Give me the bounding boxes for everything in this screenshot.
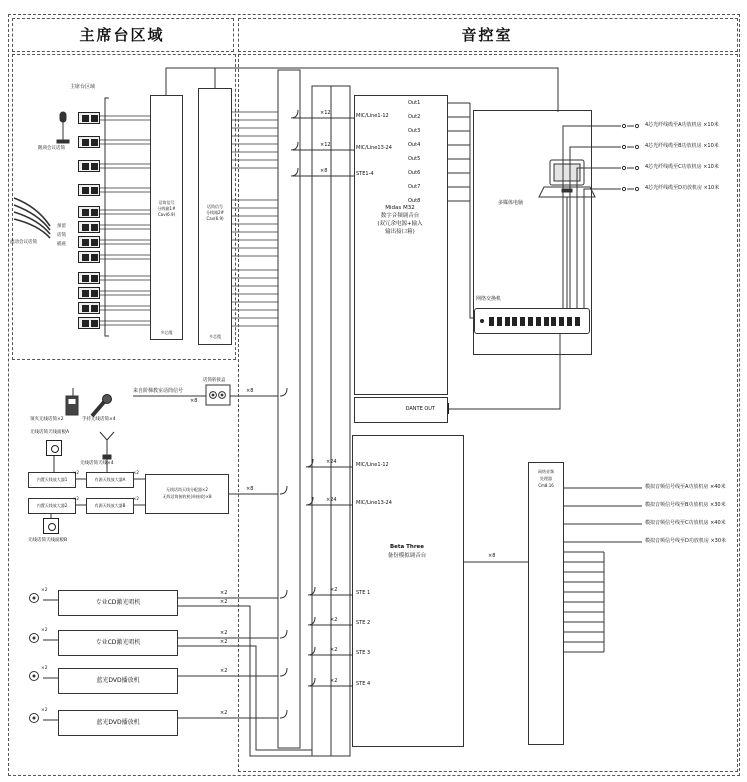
- laptop-label: 多媒体电脑: [498, 200, 524, 206]
- m32-name-1: Midas M32: [385, 205, 415, 211]
- m32-name-3: (双冗余电源+输入: [377, 221, 423, 227]
- m32-out-4: Out4: [408, 142, 421, 148]
- m32-out-3: Out3: [408, 128, 421, 134]
- mic-wall-plate: [78, 160, 100, 172]
- mic-wall-plate: [78, 272, 100, 284]
- disc-count-3: ×2: [41, 666, 48, 671]
- m32-input-3: STE1-4: [356, 171, 374, 177]
- m32-count-3: ×8: [320, 168, 328, 174]
- gooseneck-mic-label: 鹅颈会议话筒: [38, 146, 65, 151]
- switch-port: [489, 317, 494, 326]
- beta-name-2: 备份模拟调音台: [387, 553, 427, 559]
- mic-wall-plate: [78, 302, 100, 314]
- dvd-player-1: 蓝光DVD播放机: [58, 668, 178, 694]
- beta-input-3: STE 1: [356, 590, 371, 596]
- m32-out-7: Out7: [408, 184, 421, 190]
- beta-input-4: STE 2: [356, 620, 371, 626]
- strip2-cable-label: 多芯缆: [209, 334, 221, 339]
- deck1-out-count: ×2: [220, 590, 228, 596]
- m32-name-4: 输出接口箱): [385, 229, 415, 235]
- switch-port: [559, 317, 564, 326]
- mic-wall-plate: [78, 221, 100, 233]
- switch-port: [497, 317, 502, 326]
- reserve-label-3: 插座: [57, 242, 66, 247]
- switch-port: [575, 317, 580, 326]
- analog-link-2: 模拟音频信号线至B功放机房 ×30米: [645, 502, 726, 508]
- handheld-label: 手持无线话筒×4: [82, 417, 116, 422]
- switch-port: [551, 317, 556, 326]
- deck2-out-count: ×2: [220, 630, 228, 636]
- beta-count-5: ×2: [330, 647, 338, 653]
- antenna-amp-1: 内置天线放大器1: [28, 472, 76, 488]
- link-count: ×2: [133, 496, 139, 501]
- switch-port: [567, 317, 572, 326]
- antenna-amp-a: 有源天线放大器A: [86, 472, 134, 488]
- link-count: ×2: [73, 496, 79, 501]
- patch-box-label: 话筒转接盒: [203, 378, 226, 383]
- switch-label: 网络交换机: [476, 296, 502, 302]
- control-region-title: 音控室: [461, 25, 513, 44]
- switch-port: [536, 317, 541, 326]
- beta-count-3: ×2: [330, 587, 338, 593]
- network-switch: [474, 308, 590, 334]
- bodypack-label: 领夹无线话筒×2: [30, 417, 64, 422]
- beta-input-1: MIC/Line1-12: [356, 462, 389, 468]
- link-count: ×2: [73, 470, 79, 475]
- beta-input-5: STE 3: [356, 650, 371, 656]
- mic-wall-plate: [78, 287, 100, 299]
- analog-link-3: 模拟音频信号线至C功放机房 ×40米: [645, 520, 726, 526]
- link-count: ×2: [133, 470, 139, 475]
- fiber-link-2: 4芯光纤线缆至B功放机房 ×10米: [645, 143, 719, 149]
- fiber-link-3: 4芯光纤线缆至C功放机房 ×10米: [645, 164, 719, 170]
- beta-count-1: ×24: [326, 459, 337, 465]
- m32-console: [354, 95, 448, 395]
- strip2-label-2: 分线箱2#: [206, 210, 224, 215]
- m32-out-1: Out1: [408, 100, 421, 106]
- m32-count-2: ×12: [320, 142, 331, 148]
- audio-processor: 网络音频 处理器 Cm8.16: [528, 462, 564, 745]
- wireless-out-count: ×8: [246, 486, 254, 492]
- cd-player-2: 专业CD激光唱机: [58, 630, 178, 656]
- strip2-label-1: 话筒信号: [207, 204, 223, 209]
- strip1-label-1: 话筒信号: [158, 200, 175, 205]
- switch-port: [505, 317, 510, 326]
- fiber-link-4: 4芯光纤线缆至D功放机房 ×10米: [645, 185, 720, 191]
- switch-port: [544, 317, 549, 326]
- m32-input-2: MIC/Line13-24: [356, 145, 392, 151]
- antenna-panel-a: [46, 440, 62, 456]
- mic-wall-plate: [78, 236, 100, 248]
- switch-port: [520, 317, 525, 326]
- strip1-cable-label: 多芯缆: [160, 330, 173, 335]
- antenna-amp-b: 有源天线放大器B: [86, 498, 134, 514]
- dante-out-box: DANTE OUT: [354, 397, 448, 423]
- stage-area-label: 主席台区域: [70, 84, 96, 90]
- switch-port: [528, 317, 533, 326]
- disc-count-4: ×2: [41, 708, 48, 713]
- classroom-feed-label: 来自阶梯教室话筒信号: [133, 388, 184, 394]
- switch-port: [512, 317, 517, 326]
- mic-wall-plate: [78, 206, 100, 218]
- antenna-amp-2: 内置天线放大器2: [28, 498, 76, 514]
- analog-link-4: 模拟音频信号线至D功放机房 ×30米: [645, 538, 727, 544]
- beta-input-6: STE 4: [356, 681, 371, 687]
- beta-name-1: Beta Three: [389, 544, 425, 550]
- stage-region-title: 主席台区域: [79, 25, 165, 44]
- signal-strip-1: [150, 95, 183, 340]
- antenna-panel-b-label: 无线话筒天线面板B: [28, 538, 68, 543]
- mic-wall-plate: [78, 317, 100, 329]
- classroom-count-left: ×8: [190, 398, 198, 404]
- deck4-out-count: ×2: [220, 710, 228, 716]
- m32-out-8: Out8: [408, 198, 421, 204]
- mic-wall-plate: [78, 112, 100, 124]
- analog-link-1: 模拟音频信号线至A功放机房 ×40米: [645, 484, 726, 490]
- classroom-count-right: ×8: [246, 388, 254, 394]
- m32-out-5: Out5: [408, 156, 421, 162]
- reserve-label-1: 预留: [57, 224, 66, 229]
- disc-count-2: ×2: [41, 628, 48, 633]
- mic-wall-plate: [78, 136, 100, 148]
- disc-count-1: ×2: [41, 588, 48, 593]
- m32-name-2: 数字音频调音台: [380, 213, 420, 219]
- deck3-out-count: ×2: [220, 668, 228, 674]
- beta-count-2: ×24: [326, 497, 337, 503]
- antenna-panel-a-label: 无线话筒天线面板A: [30, 430, 70, 435]
- beta-count-4: ×2: [330, 617, 338, 623]
- beta-count-6: ×2: [330, 678, 338, 684]
- dvd-player-2: 蓝光DVD播放机: [58, 710, 178, 736]
- deck2-out-count-b: ×2: [220, 639, 228, 645]
- mic-wall-plate: [78, 184, 100, 196]
- mobile-mic-label: 流动会议话筒: [10, 240, 37, 245]
- m32-count-1: ×12: [320, 110, 331, 116]
- strip1-label-2: 分线箱1#: [157, 206, 176, 211]
- beta-input-2: MIC/Line13-24: [356, 500, 392, 506]
- wireless-receiver: 无线话筒天线分配器×2 无线话筒接收机(单接收)×8: [145, 474, 229, 514]
- m32-input-1: MIC/Line1-12: [356, 113, 389, 119]
- antenna-label: 无线话筒天线×4: [80, 461, 114, 466]
- mic-wall-plate: [78, 251, 100, 263]
- beta-out-count: ×8: [488, 553, 496, 559]
- strip1-label-3: Cav(6.9): [157, 212, 176, 217]
- m32-out-6: Out6: [408, 170, 421, 176]
- cd-player-1: 专业CD激光唱机: [58, 590, 178, 616]
- reserve-label-2: 话筒: [57, 233, 66, 238]
- fiber-link-1: 4芯光纤线缆至A功放机房 ×10米: [645, 122, 719, 128]
- strip2-label-3: Cav(6.9): [206, 216, 224, 221]
- m32-out-2: Out2: [408, 114, 421, 120]
- deck1-out-count-b: ×2: [220, 599, 228, 605]
- antenna-panel-b: [43, 518, 59, 534]
